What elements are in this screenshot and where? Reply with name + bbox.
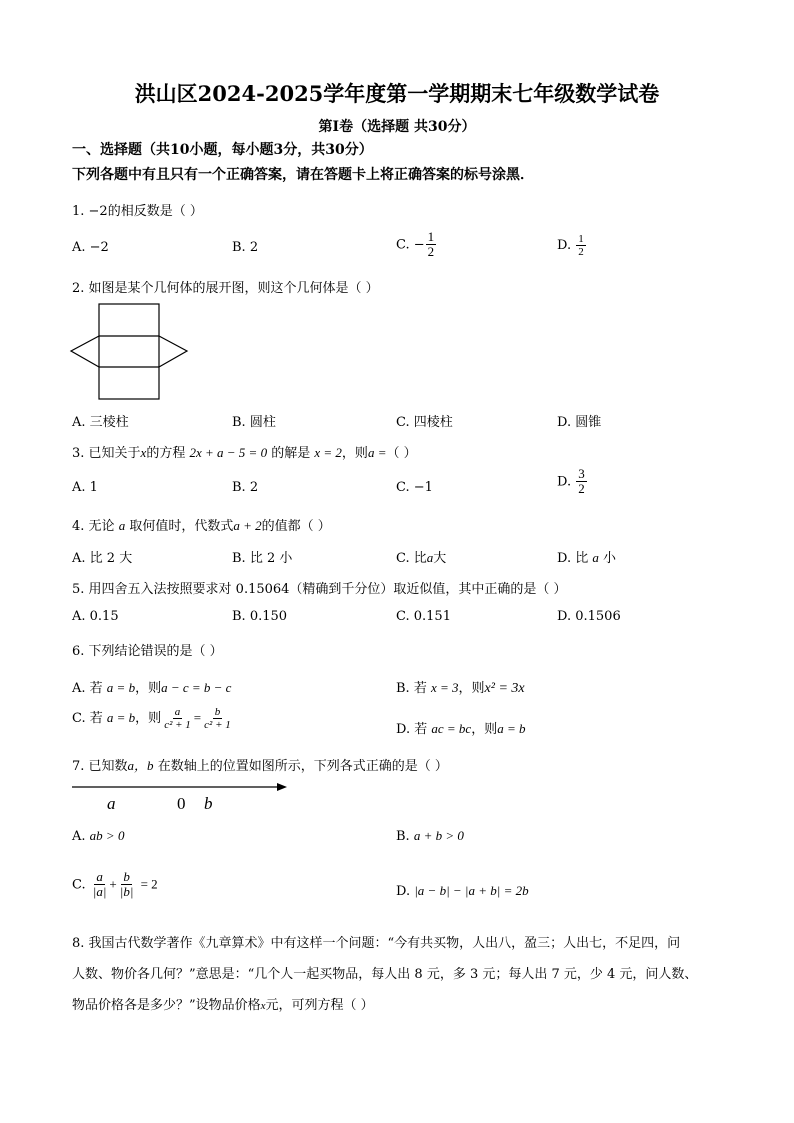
q3-ask: a = (367, 445, 387, 460)
q4-stem-part: 取何值时，代数式 (129, 519, 234, 534)
q8-line-2: 人数、物价各几何？”意思是：“几个人一起买物品，每人出 8 元，多 3 元；每人出 7 元，少 4 元，问人数、 (72, 967, 698, 982)
q6-option-d-text: ，则 (471, 722, 498, 737)
q2-option-a: A. 三棱柱 (72, 415, 129, 430)
q5-option-a: A. 0.15 (72, 609, 119, 624)
q6-option-b-cond: x = 3 (430, 680, 459, 695)
q3-stem-part: 的方程 (146, 446, 186, 461)
q7-stem-part: 在数轴上的位置如图所示，下列各式正确的是（ ） (157, 759, 448, 774)
q6-option-a-cond: a = b (106, 680, 136, 695)
q3-option-d (557, 467, 588, 497)
net-left-triangle (71, 336, 99, 367)
prism-net-figure (68, 303, 192, 401)
q6-option-b (396, 677, 525, 697)
q6-option-b-result: x² = 3x (484, 681, 525, 696)
q8-line-3-text: 元，可列方程（ ） (265, 998, 374, 1013)
q7-option-a-expr: ab > 0 (89, 828, 125, 843)
q3-stem-part: （ ） (386, 446, 417, 461)
q7-option-d-label: D. (396, 884, 411, 899)
q7-option-b-label: B. (396, 829, 410, 844)
q7-option-a (72, 828, 124, 844)
q6-option-a-result: a − c = b − c (161, 680, 232, 695)
q3-option-a: A. 1 (72, 480, 98, 495)
q6-option-a-text: ，则 (135, 681, 162, 696)
q5-option-d: D. 0.1506 (557, 609, 621, 624)
q4-option-d-text: D. 比 (557, 551, 589, 566)
q6-option-b-text: B. 若 (396, 681, 427, 696)
q2-stem: 2. 如图是某个几何体的展开图，则这个几何体是（ ） (72, 281, 379, 296)
q6-option-d-result: a = b (497, 721, 526, 736)
q6-option-b-text: ，则 (458, 681, 485, 696)
q7-option-c-num2: b (123, 869, 130, 884)
q3-stem-part: 3. 已知关于 (72, 446, 141, 461)
q7-option-d (396, 883, 529, 899)
q5-stem: 5. 用四舍五入法按照要求对 0.15064（精确到千分位）取近似值，其中正确的是（ ） (72, 582, 567, 597)
q8-line-1: 8. 我国古代数学著作《九章算术》中有这样一个问题：“今有共买物，人出八，盈三；人出七，不足四，问 (72, 936, 681, 951)
q6-option-a-text: A. 若 (72, 681, 103, 696)
q8-line-3 (72, 994, 374, 1013)
instructions: 下列各题中有且只有一个正确答案，请在答题卡上将正确答案的标号涂黑． (72, 167, 534, 183)
q6-option-c-text: C. 若 (72, 711, 103, 727)
q6-option-c-num1: a (174, 706, 181, 718)
q6-option-c-text: ，则 (135, 711, 162, 727)
q4-option-d (557, 547, 616, 566)
exam-title: 洪山区2024-2025学年度第一学期期末七年级数学试卷 (134, 81, 660, 106)
q7-option-d-expr: |a − b| − |a + b| = 2b (414, 883, 529, 898)
q4-stem-part: 的值都（ ） (261, 519, 331, 534)
q3-option-d-denominator: 2 (578, 481, 585, 497)
q3-variable: x (140, 445, 147, 460)
q4-option-c-var: a (426, 550, 434, 565)
q6-option-d-cond: ac = bc (431, 721, 472, 736)
q1-option-d-denominator: 2 (578, 246, 584, 259)
q6-option-c-cond: a = b (106, 710, 136, 726)
q4-option-b: B. 比 2 小 (232, 551, 293, 566)
q6-option-c-den2: c² + 1 (204, 719, 231, 732)
q4-variable: a (118, 518, 126, 533)
q7-stem (72, 755, 448, 774)
q1-option-c (396, 230, 437, 260)
q4-option-c-text: C. 比 (396, 551, 427, 566)
q8-line-3-text: 物品价格各是多少？”设物品价格 (72, 998, 261, 1013)
q4-option-c (396, 547, 446, 566)
q5-option-c: C. 0.151 (396, 609, 451, 624)
number-line-arrow (277, 783, 287, 791)
q3-stem-part: 的解是 (271, 446, 311, 461)
q4-option-d-var: a (592, 550, 599, 565)
q7-option-b-expr: a + b > 0 (413, 828, 464, 843)
q1-option-c-numerator: 1 (427, 229, 435, 244)
q6-stem: 6. 下列结论错误的是（ ） (72, 644, 223, 659)
q7-option-b (396, 828, 464, 844)
q6-option-c: C. 若 a = b，则 $\frac{a}{\text{c² + 1}}$ = $\frac{b}{\text{c² + 1}}$ (72, 706, 231, 732)
q7-option-c-den1: |a| (92, 884, 107, 900)
net-right-triangle (159, 336, 187, 367)
net-body (99, 304, 159, 399)
q7-stem-part: 7. 已知数 (72, 759, 128, 774)
q6-option-c-den1: c² + 1 (164, 719, 191, 732)
q7-option-c-rhs: = 2 (140, 876, 158, 892)
q1-option-c-prefix: C. − (396, 237, 425, 253)
q3-equation: 2x + a − 5 = 0 (189, 445, 268, 460)
q7-option-c-den2: |b| (119, 884, 134, 900)
q1-option-d (557, 233, 587, 258)
q7-option-c: C. $\frac{a}{|a|}$ + $\frac{b}{|b|}$ = 2 (72, 869, 158, 900)
q1-option-a: A. −2 (72, 240, 109, 255)
q3-option-b: B. 2 (232, 480, 259, 495)
q4-option-a: A. 比 2 大 (72, 551, 133, 566)
q4-stem (72, 515, 331, 534)
q1-option-c-denominator: 2 (427, 244, 435, 260)
q4-option-c-text: 大 (433, 551, 447, 566)
q7-option-a-label: A. (72, 829, 86, 844)
q7-option-c-num1: a (96, 869, 103, 884)
q3-stem-part: ，则 (341, 446, 368, 461)
section-heading: 一、选择题（共10小题，每小题3分，共30分） (72, 142, 373, 158)
axis-label-zero: 0 (177, 794, 186, 813)
axis-label-a: a (107, 794, 116, 813)
q2-option-c: C. 四棱柱 (396, 415, 453, 430)
q1-option-d-prefix: D. (557, 238, 572, 254)
number-line-figure (70, 778, 290, 814)
q7-variables: a，b (127, 758, 154, 773)
q3-option-c: C. −1 (396, 480, 433, 495)
axis-label-b: b (204, 794, 213, 813)
q2-option-b: B. 圆柱 (232, 415, 276, 430)
q3-stem (72, 442, 417, 461)
q4-option-d-text: 小 (603, 551, 617, 566)
q3-solution: x = 2 (314, 445, 342, 460)
q6-option-c-num2: b (214, 706, 221, 718)
q5-option-b: B. 0.150 (232, 609, 288, 624)
q6-option-d-text: D. 若 (396, 722, 428, 737)
q4-stem-part: 4. 无论 (72, 519, 115, 534)
q8-variable: x (260, 1000, 266, 1012)
q6-option-d (396, 718, 525, 737)
exam-subtitle: 第Ⅰ卷（选择题 共30分） (318, 119, 476, 135)
q1-option-b: B. 2 (232, 240, 259, 255)
q3-option-d-prefix: D. (557, 474, 572, 490)
q3-option-d-numerator: 3 (578, 466, 585, 481)
q7-option-c-label: C. (72, 877, 86, 893)
q2-option-d: D. 圆锥 (557, 415, 602, 430)
q1-option-d-numerator: 1 (578, 233, 584, 245)
q6-option-a (72, 677, 231, 696)
q4-expression: a + 2 (233, 518, 262, 533)
q1-stem: 1. −2的相反数是（ ） (72, 204, 203, 219)
